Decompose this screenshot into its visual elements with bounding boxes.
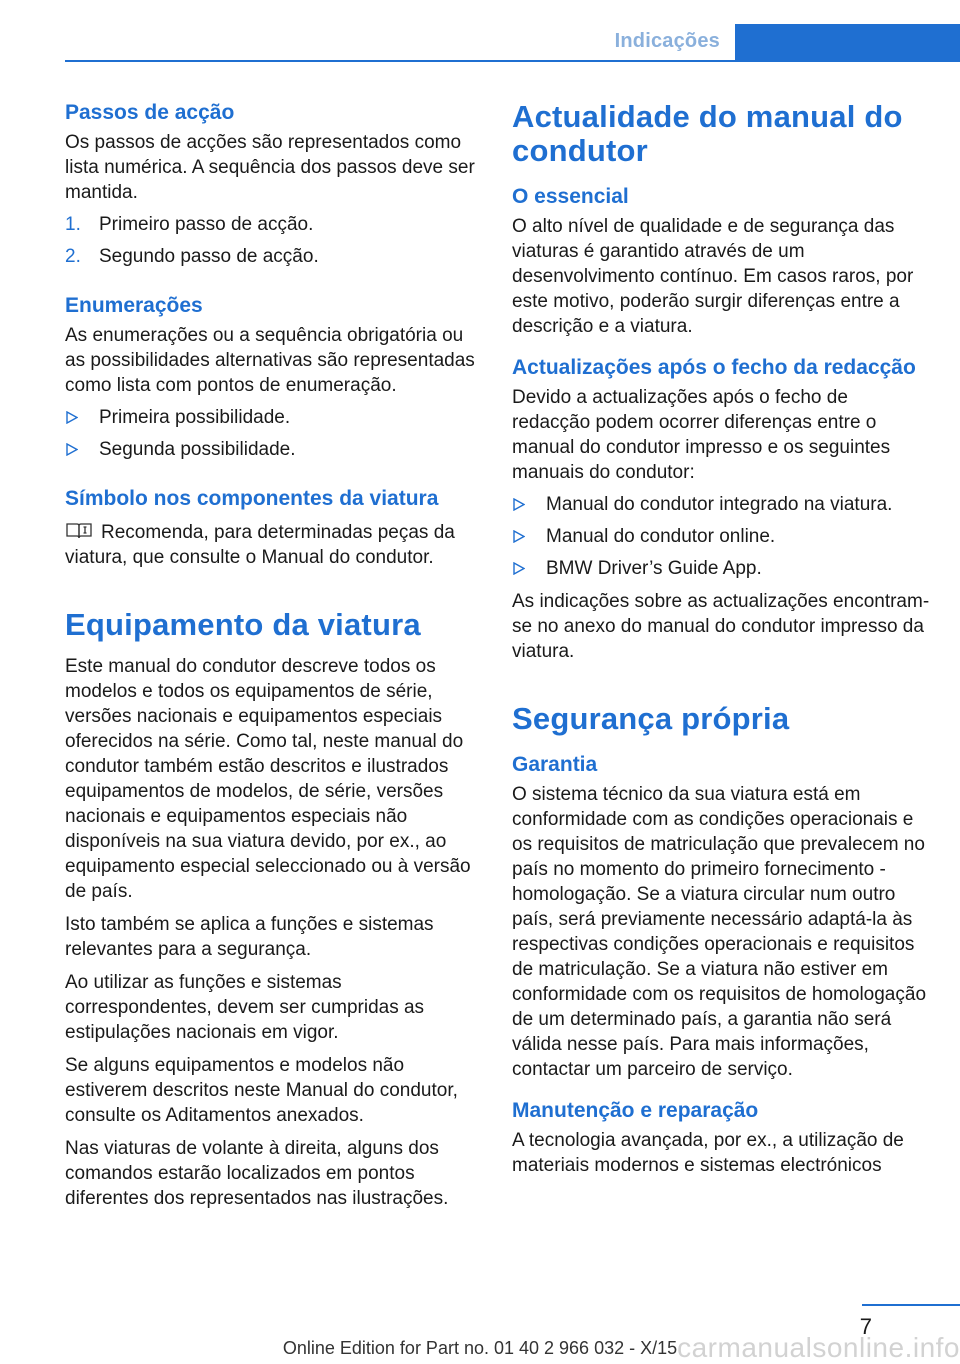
list-item bbox=[65, 244, 480, 269]
list-item bbox=[512, 524, 930, 549]
list-item bbox=[65, 405, 480, 430]
triangle-right-outline-icon bbox=[66, 443, 78, 456]
triangle-right-outline-icon bbox=[513, 530, 525, 543]
heading-actualidade: Actualidade do manual do condutor bbox=[512, 99, 903, 168]
list-item-text: Segundo passo de acção. bbox=[99, 246, 319, 267]
watermark: carmanualsonline.info bbox=[677, 1332, 960, 1363]
heading-passos: Passos de acção bbox=[65, 101, 235, 124]
heading-seguranca: Segurança própria bbox=[512, 701, 790, 736]
paragraph-manutencao: A tecnologia avançada, por ex., a utilização de materiais modernos e sistemas electrónicos bbox=[512, 1130, 904, 1176]
paragraph-enumeracoes: As enumerações ou a sequência obrigatória ou as possibilidades alternativas são representadas como lista com pontos de enumeração. bbox=[65, 325, 475, 396]
list-number: 2. bbox=[65, 246, 81, 267]
paragraph-simbolo bbox=[65, 520, 480, 570]
paragraph-garantia: O sistema técnico da sua viatura está em conformidade com as condições operacionais e os requisitos de matriculação que prevalecem no país no momento do primeiro fornecimento - homologação. Se a viatura circular num outro país, será previamente necessário adaptá-la às respectivas condições operacionais e requisitos de matriculação. Se a viatura não estiver em conformidade com os requisitos de homologação de um determinado país, a garantia não será válida nesse país. Para mais informações, contactar um parceiro de serviço. bbox=[512, 784, 927, 1080]
paragraph-equipamento-3: Ao utilizar as funções e sistemas correspondentes, devem ser cumpridas as estipulações nacionais em vigor. bbox=[65, 972, 425, 1043]
edition-footer: Online Edition for Part no. 01 40 2 966 032 - X/15 bbox=[282, 1338, 678, 1358]
paragraph-equipamento-2: Isto também se aplica a funções e sistemas relevantes para a segurança. bbox=[65, 914, 434, 960]
section-title: Indicações bbox=[614, 30, 720, 52]
numbered-list bbox=[65, 212, 480, 269]
list-item bbox=[512, 492, 930, 517]
header-rule bbox=[65, 60, 735, 62]
header-block bbox=[735, 24, 960, 62]
paragraph-equipamento-5: Nas viaturas de volante à direita, alguns dos comandos estarão localizados em pontos diferentes dos representados nas ilustrações. bbox=[65, 1138, 449, 1209]
list-item-text: Primeira possibilidade. bbox=[99, 407, 291, 428]
right-column bbox=[512, 100, 930, 1178]
list-item-text: Primeiro passo de acção. bbox=[99, 214, 314, 235]
list-item bbox=[65, 437, 480, 462]
bullet-list bbox=[512, 492, 930, 581]
paragraph-equipamento-4: Se alguns equipamentos e modelos não estiverem descritos neste Manual do condutor, consulte os Aditamentos anexados. bbox=[65, 1055, 458, 1126]
heading-actualizacoes: Actualizações após o fecho da redacção bbox=[512, 356, 916, 379]
paragraph-equipamento-1: Este manual do condutor descreve todos os modelos e todos os equipamentos de série, versões nacionais e equipamentos especiais oferecidos na série. Como tal, neste manual do condutor também estão descritos e ilustrados equipamentos de modelos, de série, versões nacionais e equipamentos especiais não disponíveis na sua viatura devido, por ex., ao equipamento especial seleccionado ou à versão de país. bbox=[65, 656, 471, 902]
list-item bbox=[512, 556, 930, 581]
triangle-right-outline-icon bbox=[513, 562, 525, 575]
list-item-text: Segunda possibilidade. bbox=[99, 439, 296, 460]
paragraph-actualizacoes: Devido a actualizações após o fecho de redacção podem ocorrer diferenças entre o manual do condutor impresso e os seguintes manuais do condutor: bbox=[512, 387, 891, 483]
triangle-right-outline-icon bbox=[66, 411, 78, 424]
list-item-text: BMW Driver’s Guide App. bbox=[546, 558, 762, 579]
list-number: 1. bbox=[65, 214, 81, 235]
heading-manutencao: Manutenção e reparação bbox=[512, 1099, 759, 1122]
footer-rule bbox=[862, 1304, 960, 1306]
bullet-list bbox=[65, 405, 480, 462]
list-item-text: Manual do condutor integrado na viatura. bbox=[546, 494, 893, 515]
list-item-text: Manual do condutor online. bbox=[546, 526, 776, 547]
book-icon bbox=[65, 522, 93, 540]
heading-simbolo: Símbolo nos componentes da viatura bbox=[65, 487, 439, 510]
paragraph-actualizacoes-2: As indicações sobre as actualizações encontram-se no anexo do manual do condutor impresso da viatura. bbox=[512, 591, 930, 662]
simbolo-text: Recomenda, para determinadas peças da viatura, que consulte o Manual do condutor. bbox=[65, 522, 455, 568]
page-number: 7 bbox=[859, 1314, 872, 1339]
heading-equipamento: Equipamento da viatura bbox=[65, 607, 421, 642]
triangle-right-outline-icon bbox=[513, 498, 525, 511]
heading-essencial: O essencial bbox=[512, 185, 629, 208]
paragraph-essencial: O alto nível de qualidade e de segurança das viaturas é garantido através de um desenvolvimento contínuo. Em casos raros, por este motivo, poderão surgir diferenças entre a descrição e a viatura. bbox=[512, 216, 914, 337]
list-item bbox=[65, 212, 480, 237]
heading-garantia: Garantia bbox=[512, 753, 598, 776]
left-column bbox=[65, 100, 480, 1211]
heading-enumeracoes: Enumerações bbox=[65, 294, 203, 317]
paragraph-passos: Os passos de acções são representados como lista numérica. A sequência dos passos deve ser mantida. bbox=[65, 132, 475, 203]
